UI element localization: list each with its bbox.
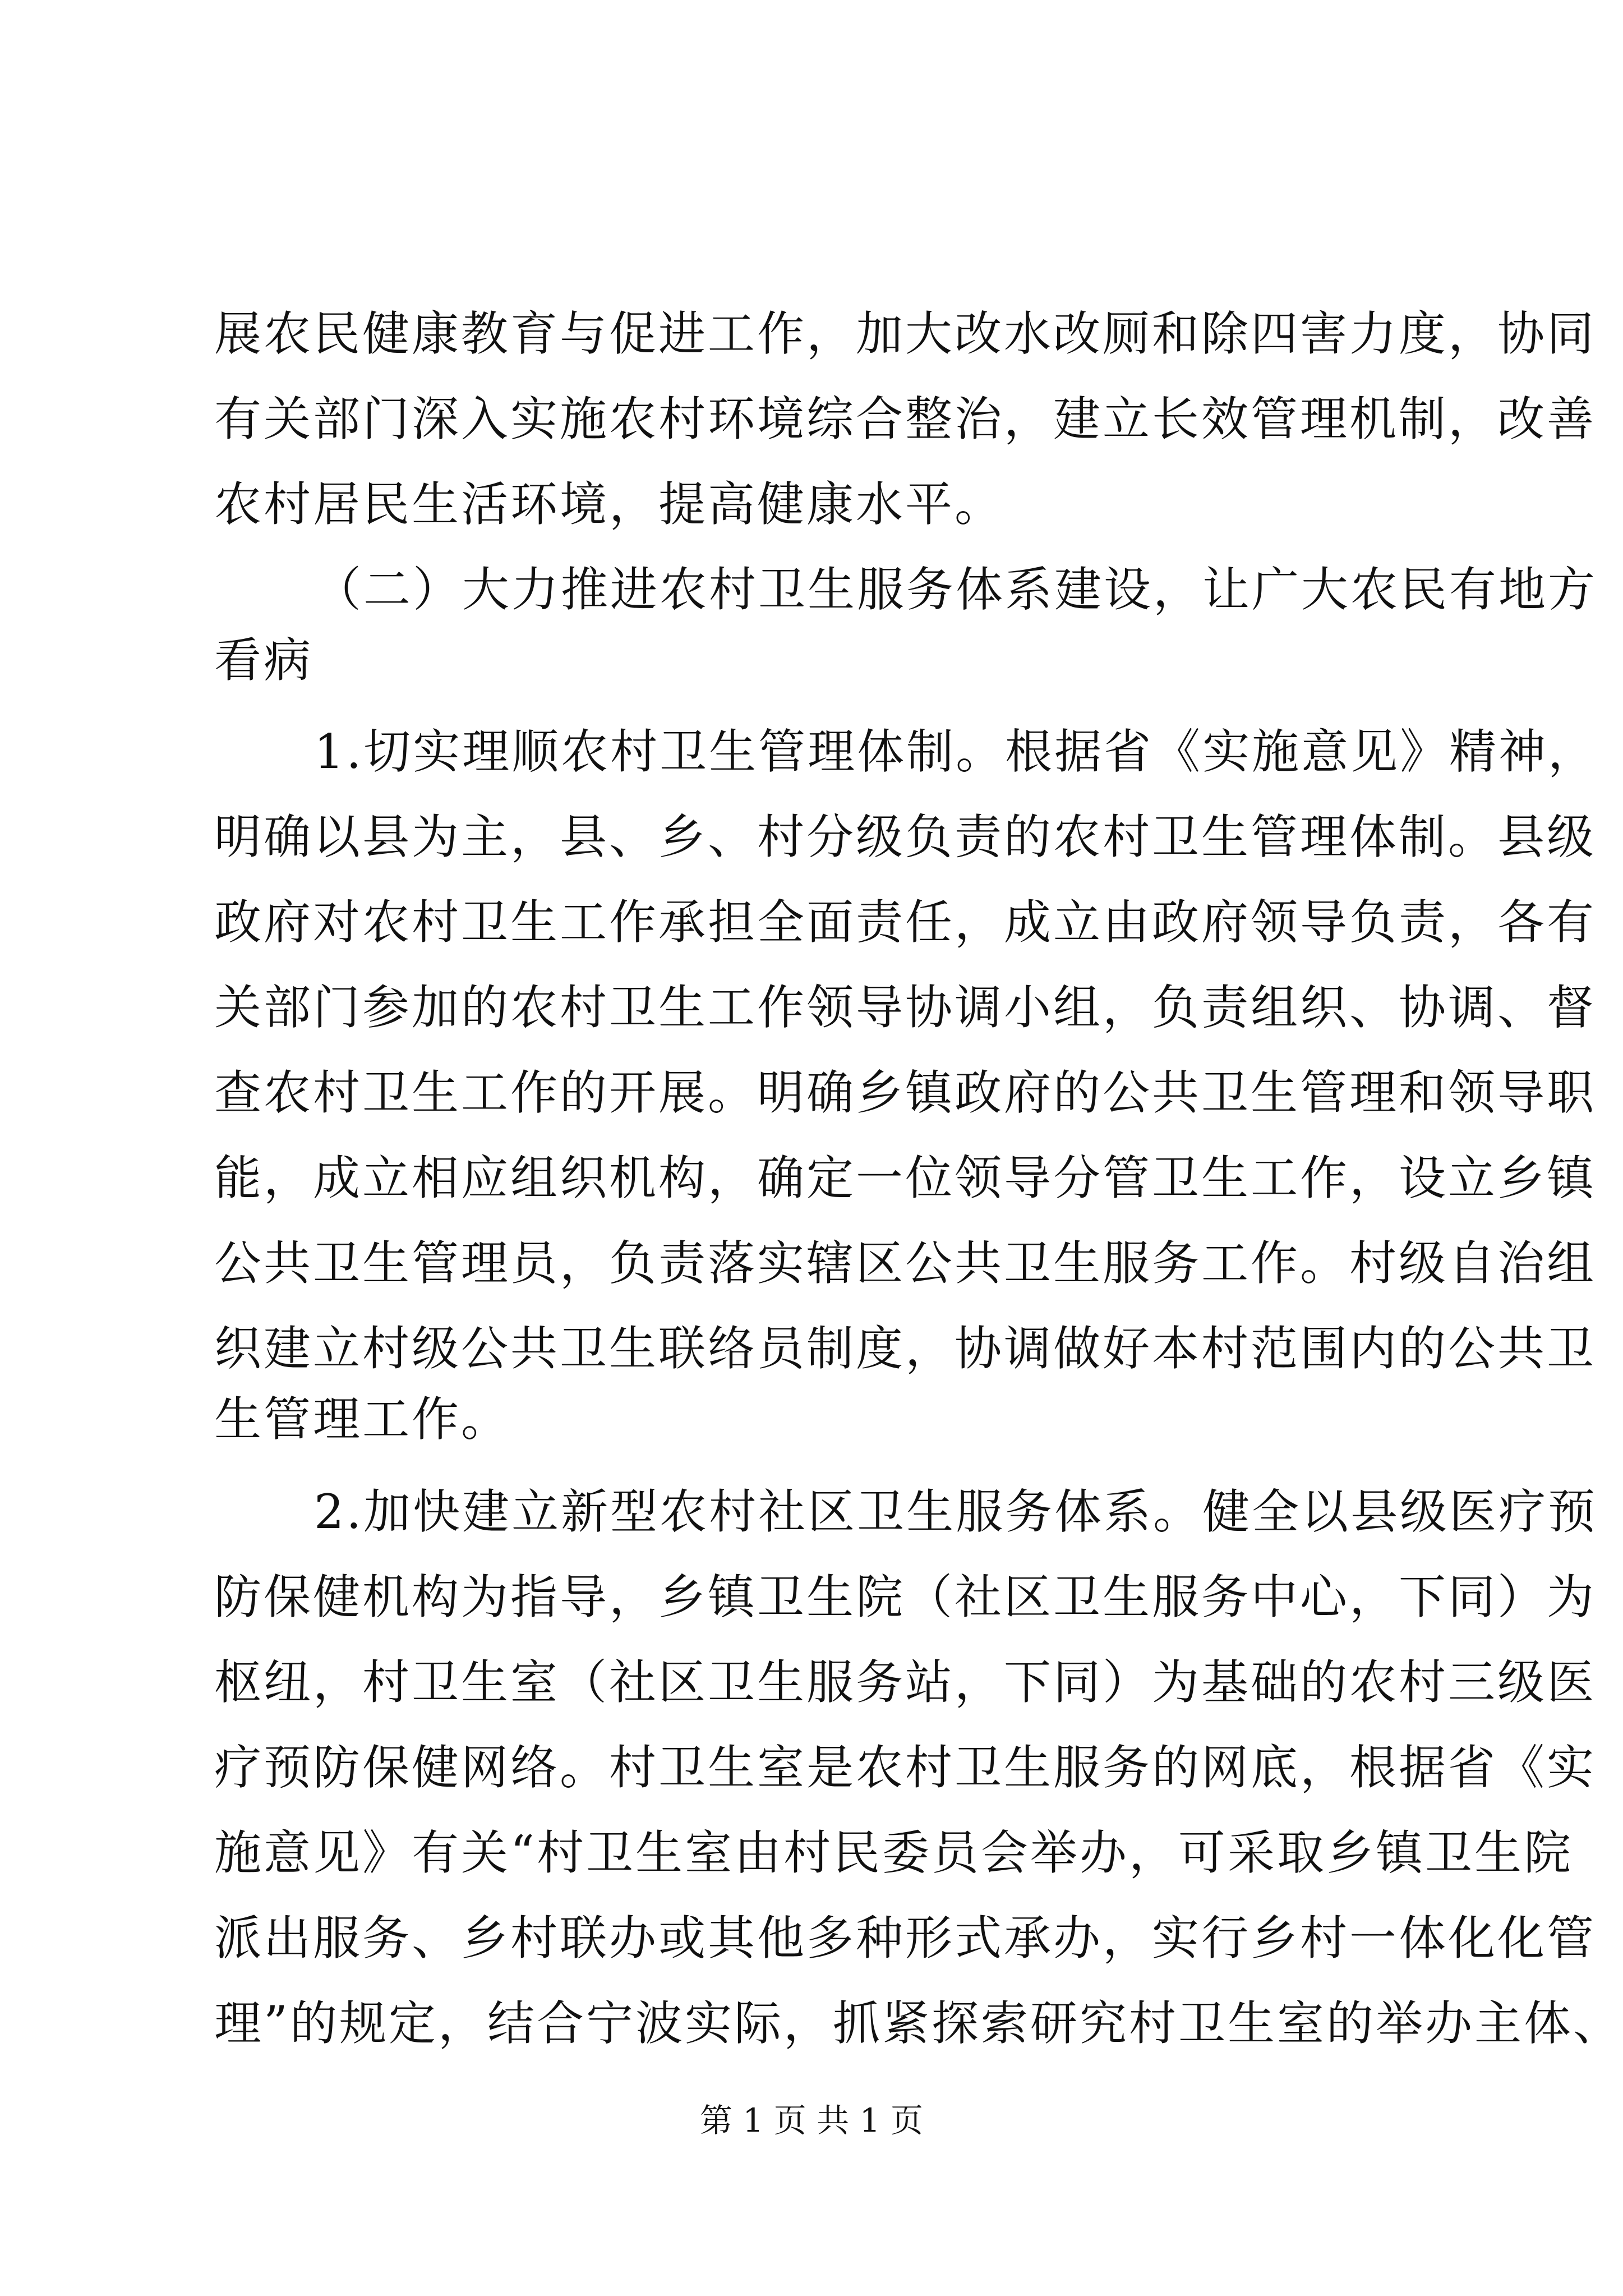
text-line: 关部门参加的农村卫生工作领导协调小组，负责组织、协调、督: [214, 980, 1597, 1035]
text-line: 理”的规定，结合宁波实际，抓紧探索研究村卫生室的举办主体、: [214, 1996, 1622, 2051]
section-heading: （二）大力推进农村卫生服务体系建设，让广大农民有地方: [314, 562, 1598, 617]
text-line: 能，成立相应组织机构，确定一位领导分管卫生工作，设立乡镇: [214, 1151, 1597, 1205]
section-heading-continued: 看病: [214, 633, 313, 688]
text-line: 政府对农村卫生工作承担全面责任，成立由政府领导负责，各有: [214, 895, 1597, 950]
text-line: 农村居民生活环境，提高健康水平。: [214, 477, 1004, 532]
text-line: 展农民健康教育与促进工作，加大改水改厕和除四害力度，协同: [214, 306, 1597, 361]
text-line: 明确以县为主，县、乡、村分级负责的农村卫生管理体制。县级: [214, 809, 1597, 864]
text-line: 疗预防保健网络。村卫生室是农村卫生服务的网底，根据省《实: [214, 1740, 1597, 1795]
text-line: 查农村卫生工作的开展。明确乡镇政府的公共卫生管理和领导职: [214, 1065, 1597, 1120]
text-line: 派出服务、乡村联办或其他多种形式承办，实行乡村一体化化管: [214, 1911, 1597, 1966]
paragraph-start: 1.切实理顺农村卫生管理体制。根据省《实施意见》精神，: [314, 724, 1598, 779]
page-footer: 第 1 页 共 1 页: [700, 2101, 923, 2139]
text-line: 公共卫生管理员，负责落实辖区公共卫生服务工作。村级自治组: [214, 1236, 1597, 1291]
text-line: 有关部门深入实施农村环境综合整治，建立长效管理机制，改善: [214, 392, 1597, 447]
text-line: 生管理工作。: [214, 1392, 511, 1447]
text-line: 枢纽，村卫生室（社区卫生服务站，下同）为基础的农村三级医: [214, 1655, 1597, 1710]
text-line: 织建立村级公共卫生联络员制度，协调做好本村范围内的公共卫: [214, 1321, 1597, 1376]
paragraph-start: 2.加快建立新型农村社区卫生服务体系。健全以县级医疗预: [314, 1484, 1598, 1539]
text-line: 防保健机构为指导，乡镇卫生院（社区卫生服务中心，下同）为: [214, 1570, 1597, 1625]
text-line: 施意见》有关“村卫生室由村民委员会举办，可采取乡镇卫生院: [214, 1825, 1573, 1880]
